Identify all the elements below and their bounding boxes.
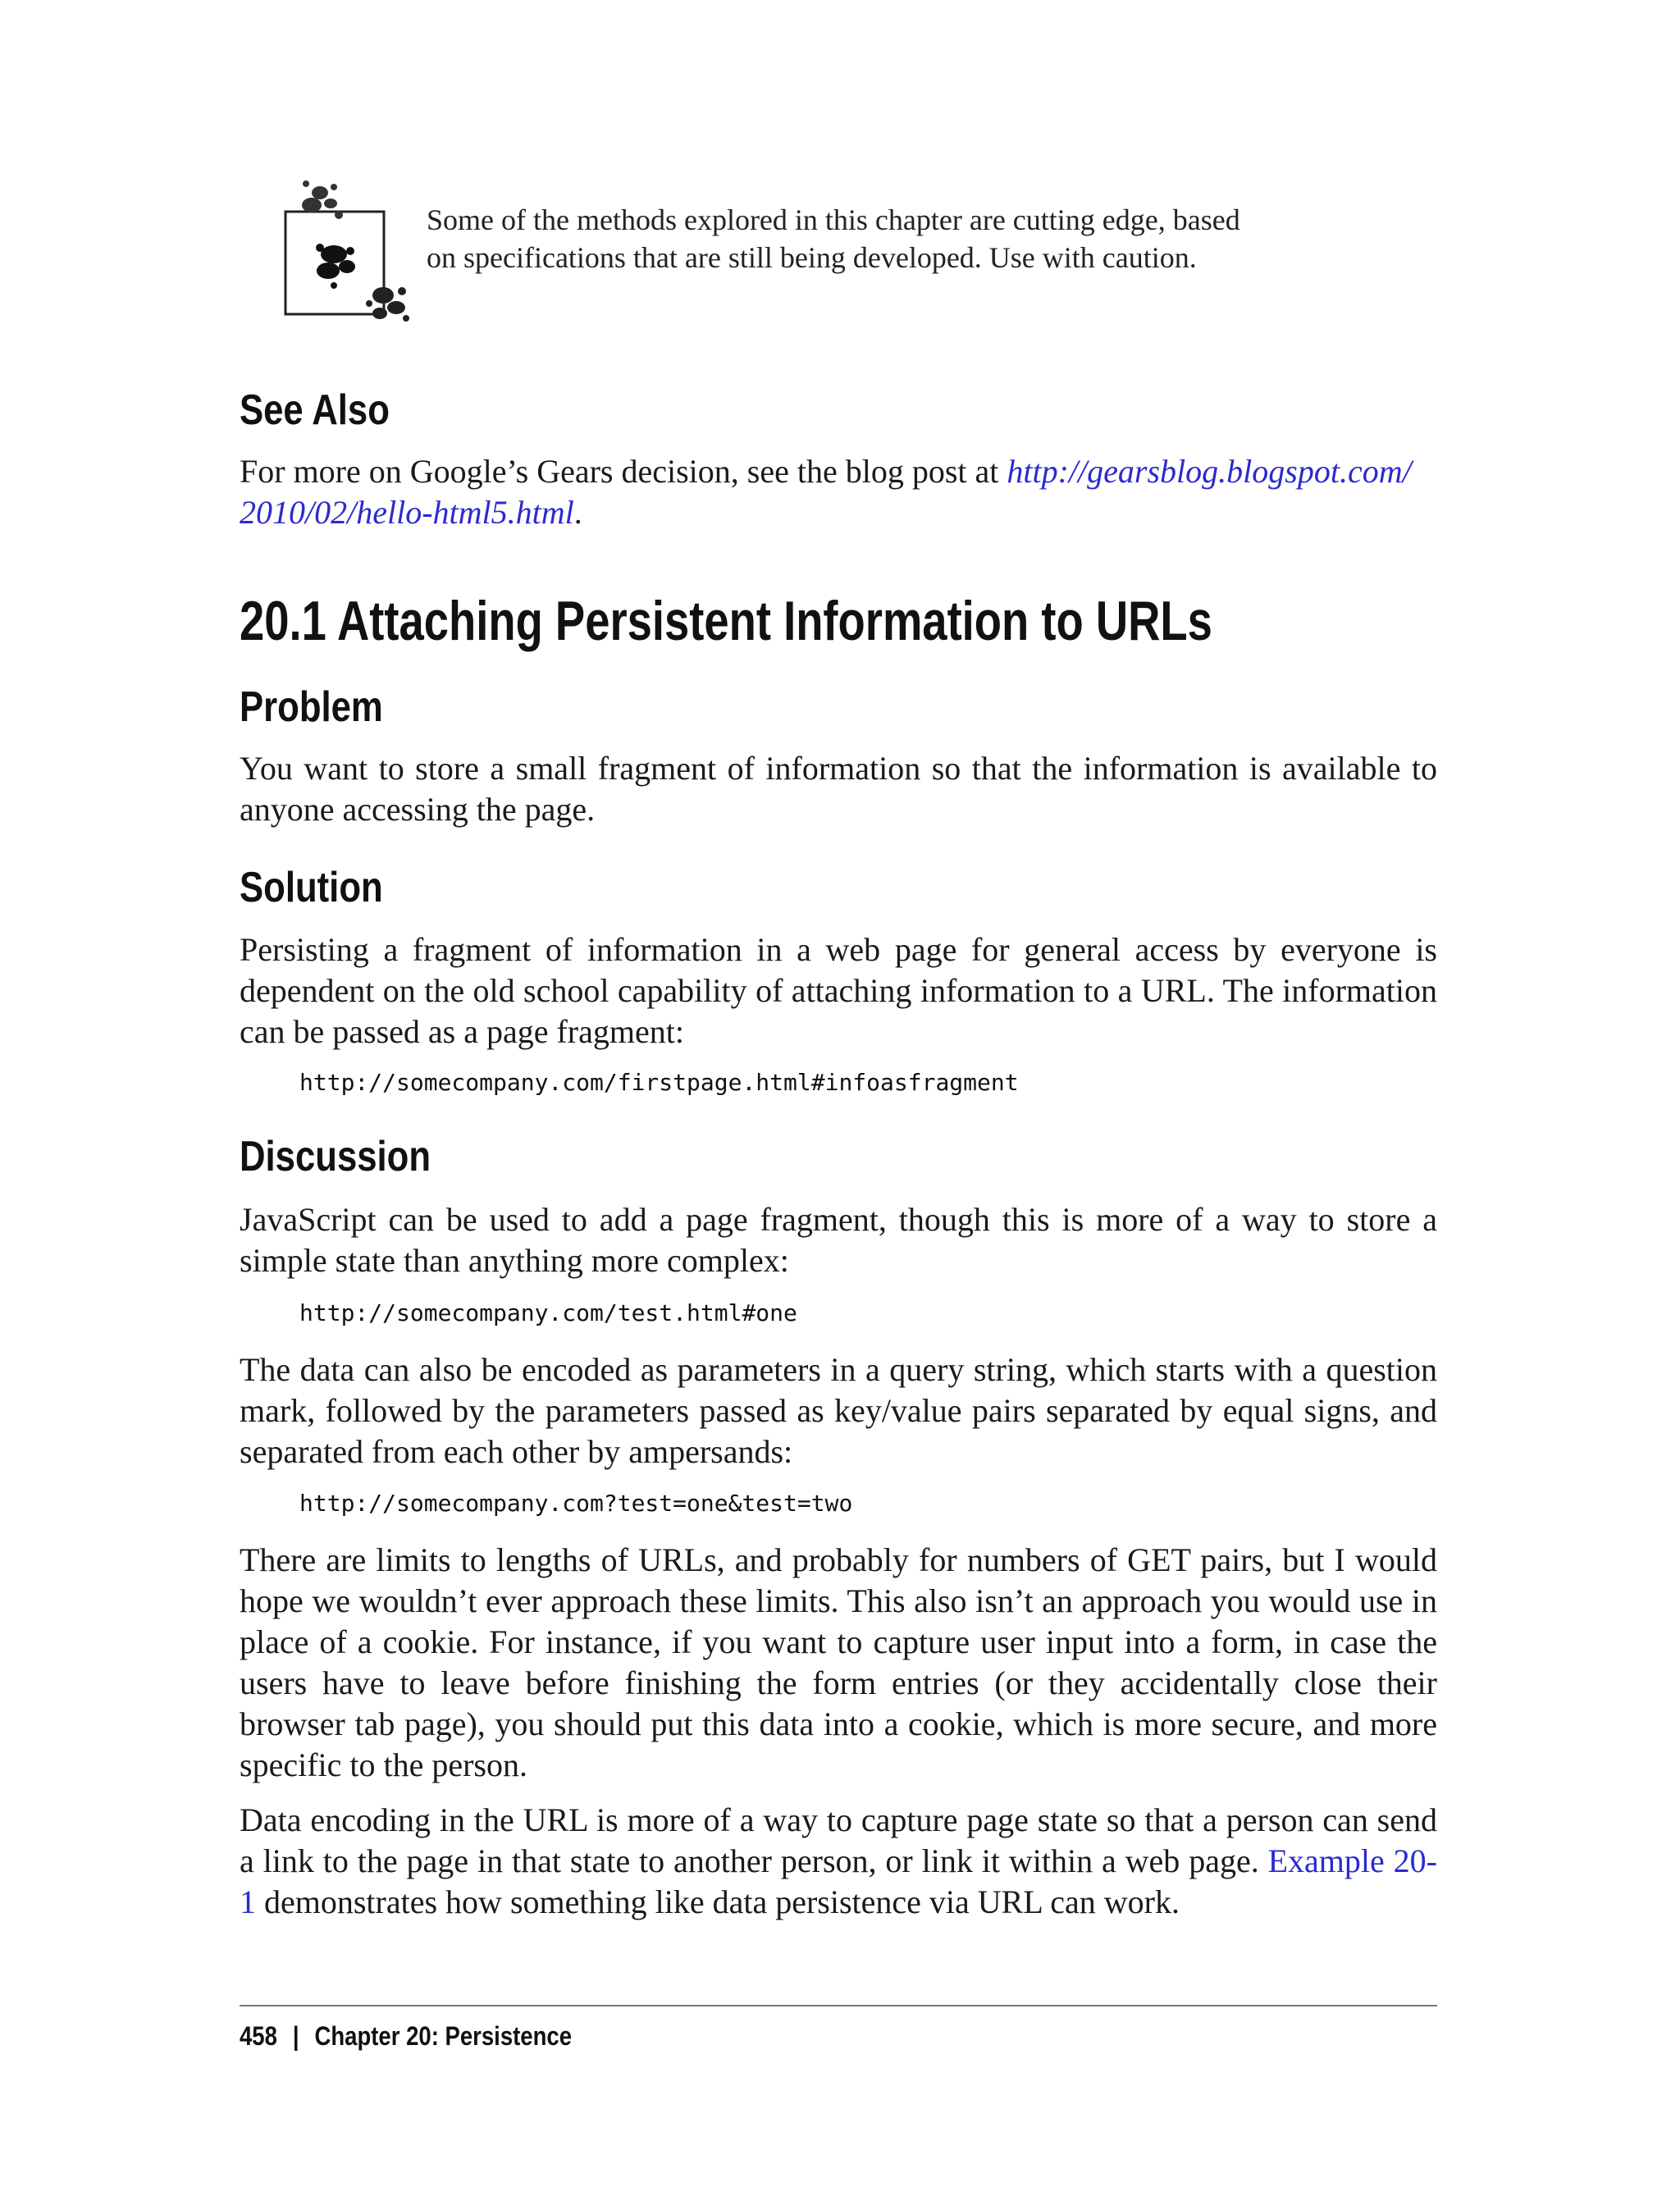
footer-separator: | bbox=[292, 2021, 299, 2051]
discussion-paragraph-3: There are limits to lengths of URLs, and probably for numbers of GET pairs, but I would hope we wouldn’t ever approach these limits. This also isn’t an approach you would use in place of a cookie. For instance, if you want to capture user input into a form, in case the users have to leave before finishing the form entries (or they accidentally close their browser tab page), you should put this data into a cookie, which is more secure, and more specific to the person. bbox=[240, 1541, 1437, 1783]
discussion-paragraph-4: Data encoding in the URL is more of a way to capture page state so that a person can send a link to the page in that state to another person, or link it within a web page. Example 20-1 demonstrates how something like data persistence via URL can work. bbox=[240, 1801, 1437, 1920]
discussion-code-2: http://somecompany.com?test=one&test=two bbox=[299, 1490, 853, 1517]
scorpion-caution-icon bbox=[283, 172, 418, 324]
footer-chapter: Chapter 20: Persistence bbox=[314, 2021, 573, 2051]
solution-heading: Solution bbox=[240, 864, 383, 911]
discussion-paragraph-2: The data can also be encoded as parameters in a query string, which starts with a question mark, followed by the parameters passed as key/value pairs separated by equal signs, and separated from each other by ampersands: bbox=[240, 1351, 1437, 1470]
solution-paragraph: Persisting a fragment of information in a web page for general access by everyone is dependent on the old school capability of attaching information to a URL. The information can be passed as a page fragment: bbox=[240, 931, 1437, 1050]
example-20-1-link[interactable]: Example 20-1 bbox=[240, 1842, 1437, 1920]
caution-note bbox=[283, 172, 1448, 324]
note-line-1: Some of the methods explored in this chapter are cutting edge, based bbox=[427, 203, 1240, 236]
see-also-heading: See Also bbox=[240, 386, 390, 434]
caution-note-text bbox=[427, 201, 1444, 276]
gears-blog-link[interactable]: http://gearsblog.blogspot.com/ 2010/02/hello-html5.html bbox=[240, 453, 1412, 531]
discussion-heading: Discussion bbox=[240, 1133, 431, 1180]
page-number: 458 bbox=[240, 2021, 277, 2051]
see-also-paragraph: For more on Google’s Gears decision, see the blog post at http://gearsblog.blogspot.com/ 2010/02/hello-html5.html. bbox=[240, 453, 1412, 531]
see-also-text: For more on Google’s Gears decision, see the blog post at bbox=[240, 453, 1007, 490]
note-line-2: on specifications that are still being developed. Use with caution. bbox=[427, 241, 1197, 274]
discussion-code-1: http://somecompany.com/test.html#one bbox=[299, 1299, 797, 1326]
solution-code: http://somecompany.com/firstpage.html#infoasfragment bbox=[299, 1069, 1019, 1096]
problem-paragraph: You want to store a small fragment of information so that the information is available to anyone accessing the page. bbox=[240, 750, 1437, 828]
footer-rule bbox=[240, 2005, 1437, 2006]
problem-heading: Problem bbox=[240, 683, 383, 731]
page-footer bbox=[240, 2020, 572, 2052]
section-heading: 20.1 Attaching Persistent Information to URLs bbox=[240, 590, 1212, 652]
discussion-paragraph-1: JavaScript can be used to add a page fragment, though this is more of a way to store a simple state than anything more complex: bbox=[240, 1201, 1437, 1279]
